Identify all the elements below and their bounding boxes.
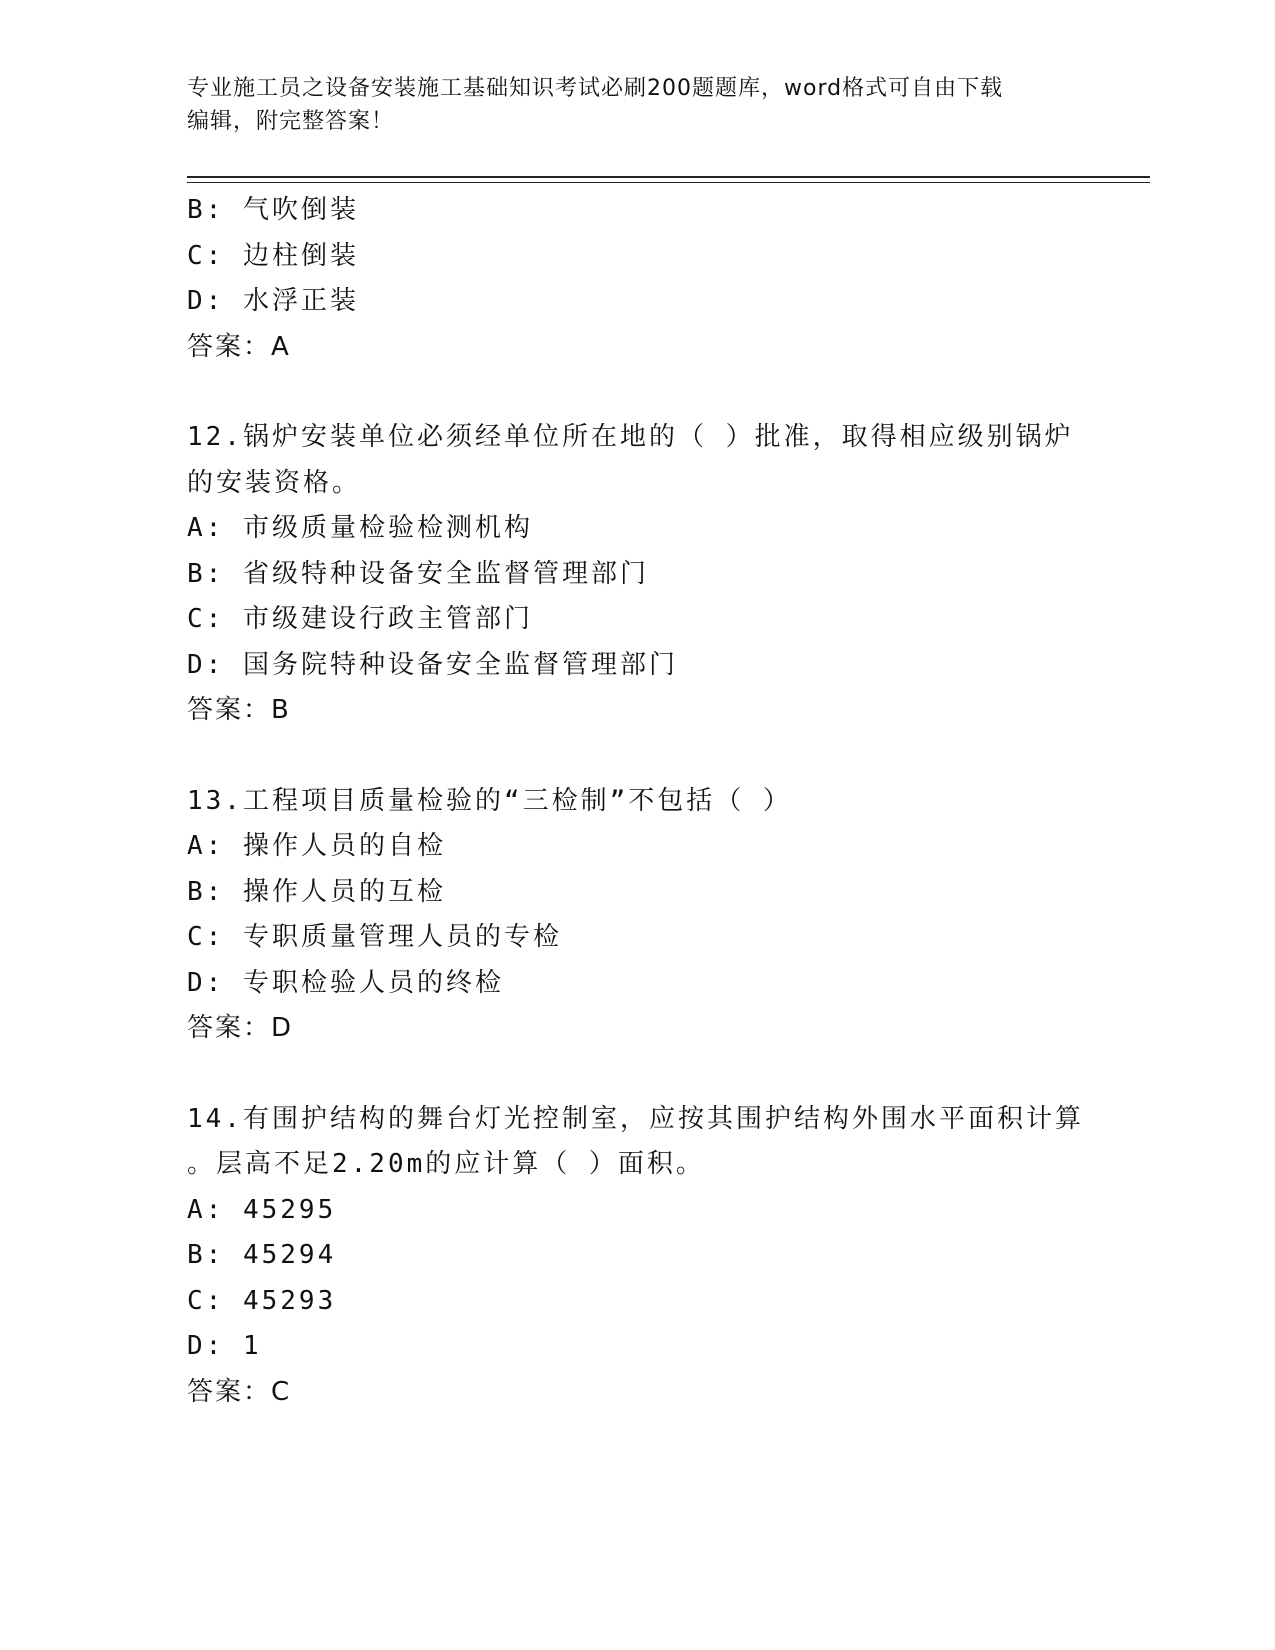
question-14 [187, 1097, 1087, 1416]
option-a: A: 操作人员的自检 [187, 831, 446, 861]
header-divider-thin [187, 182, 1150, 183]
question-stem-line-1: 14.有围护结构的舞台灯光控制室，应按其围护结构外围水平面积计算 [187, 1103, 1084, 1134]
question-stem-line-2: 的安装资格。 [187, 467, 362, 498]
option-a: A: 45295 [187, 1194, 337, 1225]
option-d: D: 国务院特种设备安全监督管理部门 [187, 649, 678, 680]
option-d: D: 水浮正装 [187, 286, 359, 316]
question-12 [187, 415, 1087, 734]
answer-line: 答案：B [187, 695, 291, 725]
answer-line: 答案：D [187, 1013, 294, 1043]
option-c: C: 专职质量管理人员的专检 [187, 922, 562, 952]
document-header [187, 72, 1087, 138]
option-b: B: 气吹倒装 [187, 195, 359, 225]
question-spacer [187, 1052, 1087, 1097]
answer-line: 答案：A [187, 331, 291, 362]
option-b: B: 省级特种设备安全监督管理部门 [187, 558, 649, 589]
question-spacer [187, 370, 1087, 415]
option-b: B: 45294 [187, 1240, 337, 1270]
answer-line: 答案：C [187, 1376, 292, 1407]
option-a: A: 市级质量检验检测机构 [187, 513, 533, 543]
option-c: C: 市级建设行政主管部门 [187, 604, 533, 634]
question-13 [187, 779, 1087, 1052]
option-b: B: 操作人员的互检 [187, 876, 446, 907]
option-d: D: 专职检验人员的终检 [187, 967, 504, 998]
header-divider-thick [187, 176, 1150, 178]
question-spacer [187, 734, 1087, 779]
header-line-2: 编辑，附完整答案！ [187, 109, 395, 134]
question-list [187, 188, 1087, 1415]
header-line-1: 专业施工员之设备安装施工基础知识考试必刷200题题库，word格式可自由下载 [187, 76, 1004, 101]
question-11-continued [187, 188, 1087, 370]
option-c: C: 45293 [187, 1285, 337, 1316]
question-stem-line-1: 12.锅炉安装单位必须经单位所在地的（ ）批准，取得相应级别锅炉 [187, 422, 1074, 452]
question-stem-line-2: 。层高不足2.20m的应计算（ ）面积。 [187, 1149, 705, 1179]
option-c: C: 边柱倒装 [187, 240, 359, 271]
question-stem-line-1: 13.工程项目质量检验的“三检制”不包括（ ） [187, 785, 792, 816]
option-d: D: 1 [187, 1331, 262, 1361]
